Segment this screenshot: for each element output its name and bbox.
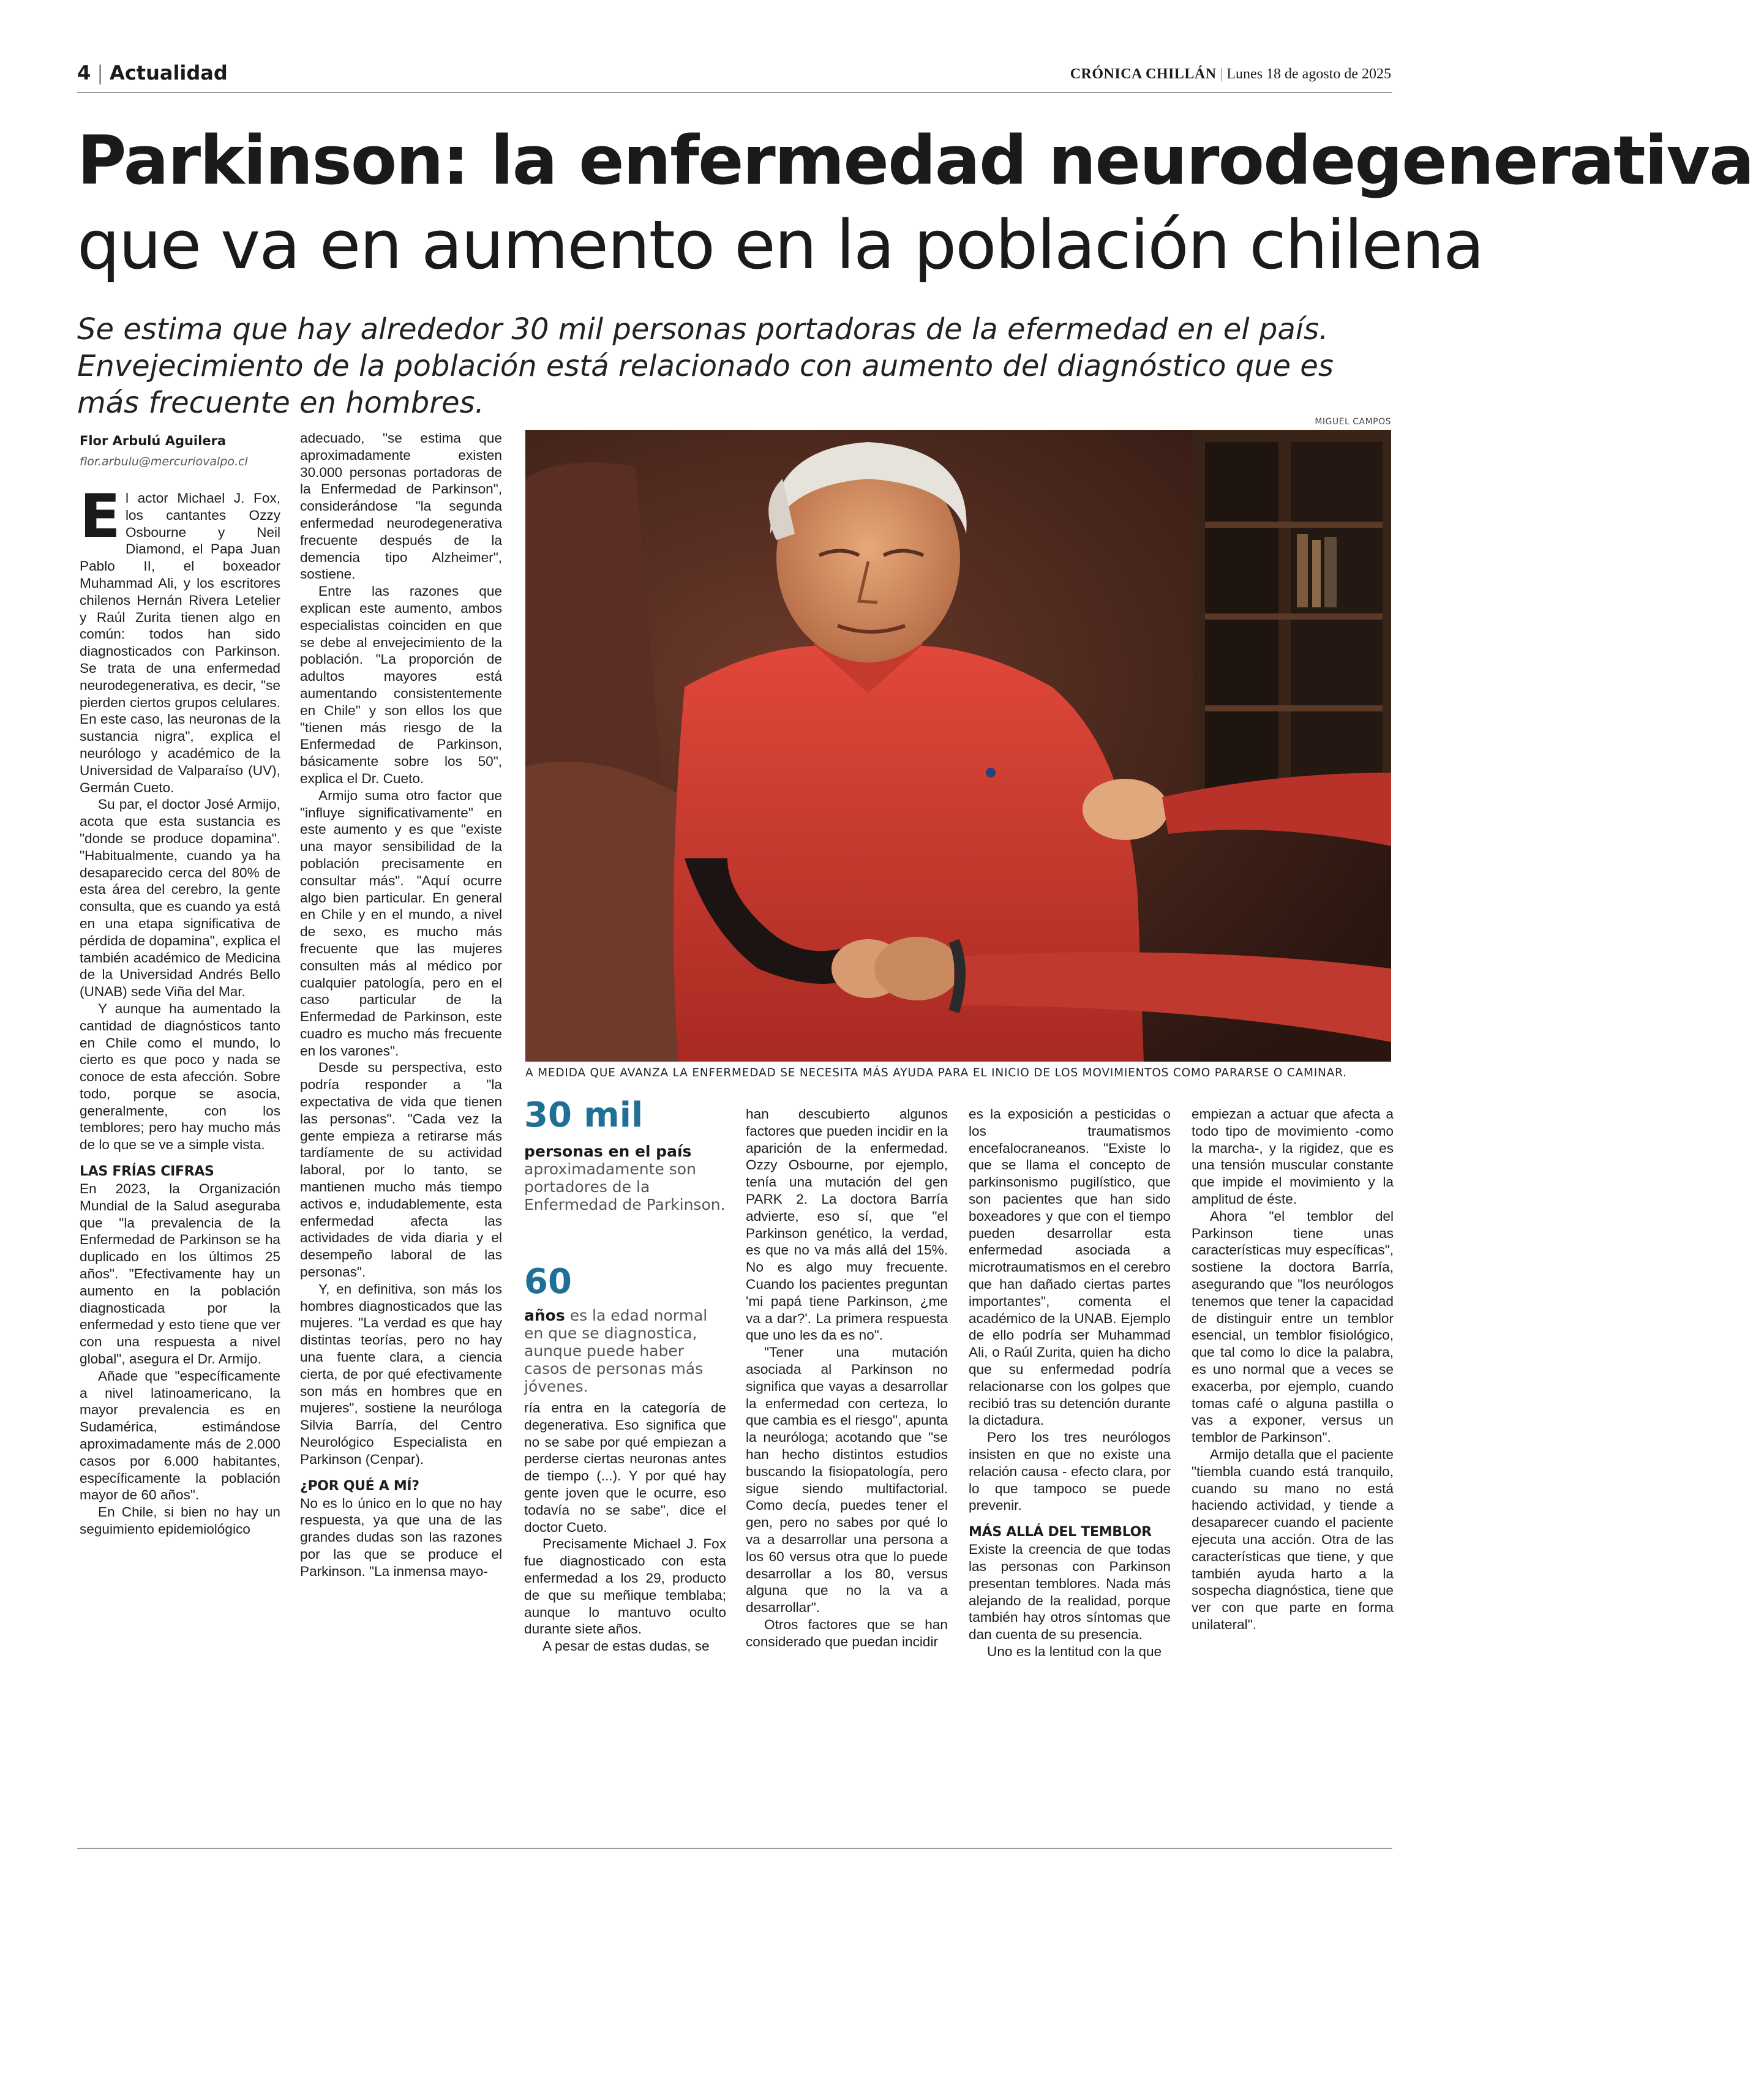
paragraph: "Tener una mutación asociada al Parkinson no significa que vayas a desarrollar la enfermedad con certeza, lo que cambia es el riesgo", apunta la neuróloga; acotando que "se han hecho distintos estudios buscando la fisiopatología, pero sigue siendo multifactorial. Como decía, puedes tener el gen, pero no sabes por qué lo va a desarrollar una persona a los 60 versus otra que lo puede desarrollar a los 80, versus alguna que no la va a desarrollar". [746,1344,948,1616]
photo-illustration [525,430,1391,1062]
paragraph: Añade que "específicamente a nivel latinoamericano, la mayor prevalencia es en Sudamérica, estimándose aproximadamente más de 2.000 casos por 6.000 habitantes, específicamente la población mayor de 60 años". [80,1368,280,1503]
stat-description [524,1142,726,1213]
stat-description [524,1307,726,1395]
paragraph: l actor Michael J. Fox, los cantantes Ozzy Osbourne y Neil Diamond, el Papa Juan Pablo II, el boxeador Muhammad Ali, y los escritores chilenos Hernán Rivera Letelier y Raúl Zurita tienen algo en común: todos han sido diagnosticados con Parkinson. Se trata de una enfermedad neurodegenerativa, es decir, "se pierden ciertos grupos celulares. En este caso, las neuronas de la sustancia nigra", explica el neurólogo y académico de la Universidad de Valparaíso (UV), Germán Cueto. [80,490,280,795]
section-subheading: LAS FRÍAS CIFRAS [80,1164,214,1180]
paragraph: Y aunque ha aumentado la cantidad de diagnósticos tanto en Chile como el mundo, lo cierto es que poco y nada se conoce de esta afección. Sobre todo, porque se asocia, generalmente, con los temblores; pero hay mucho más de lo que se ve a simple vista. [80,1000,280,1153]
photo-caption: A MEDIDA QUE AVANZA LA ENFERMEDAD SE NECESITA MÁS AYUDA PARA EL INICIO DE LOS MOVIMIENTOS COMO PARARSE O CAMINAR. [525,1067,1347,1079]
article-column-2 [300,430,502,1580]
paragraph: han descubierto algunos factores que pueden incidir en la aparición de la enfermedad. Ozzy Osbourne, por ejemplo, tenía una mutación del gen PARK 2. La doctora Barría advierte, eso sí, que "el Parkinson genético, la verdad, es que no va más allá del 15%. No es algo muy frecuente. Cuando los pacientes preguntan 'mi papá tiene Parkinson, ¿me va a dar?'. La primera respuesta que uno les da es no". [746,1106,948,1343]
paragraph: Existe la creencia de que todas las personas con Parkinson presentan temblores. Nada más alejando de la realidad, porque también hay otros síntomas que dan cuenta de su presencia. [969,1542,1171,1643]
author-email: flor.arbulu@mercuriovalpo.cl [80,455,248,468]
drop-cap: E [80,482,121,552]
stat-text: aproximadamente son portadores de la Enfermedad de Parkinson. [524,1160,726,1213]
article-column-5 [969,1106,1171,1660]
paragraph: Ahora "el temblor del Parkinson tiene unas características muy específicas", sostiene la doctora Barría, asegurando que "los neurólogos tenemos que tener la capacidad de distinguir entre un temblor esencial, un temblor fisiológico, que tal como lo dice la palabra, es uno normal que a veces se exacerba, por ejemplo, cuando tomas café o alguna pastilla o vas a exponer, versus un temblor de Parkinson". [1192,1208,1394,1446]
headline-line-1: Parkinson: la enfermedad neurodegenerativa [77,121,1753,200]
header-rule [77,92,1392,93]
paragraph: Su par, el doctor José Armijo, acota que esta sustancia es "donde se produce dopamina". "Habitualmente, cuando ya ha desaparecido cerca del 80% de esta área del cerebro, la gente consulta, que es cuando ya está en una etapa significativa de pérdida de dopamina", explica el también académico de Medicina de la Universidad Andrés Bello (UNAB) sede Viña del Mar. [80,797,280,1000]
paragraph: ría entra en la categoría de degenerativa. Eso significa que no se sabe por qué empiezan a perderse ciertas neuronas antes de tiempo (...). Y por qué hay gente joven que le ocurre, eso todavía no se sabe", dice el doctor Cueto. [524,1400,726,1535]
author-name: Flor Arbulú Aguilera [80,433,227,448]
paragraph: Desde su perspectiva, esto podría responder a "la expectativa de vida que tienen las personas". "Cada vez la gente empieza a retirarse más tardíamente de su actividad laboral, por lo tanto, se mantienen mucho más tiempo activos e, indudablemente, esta enfermedad afecta las actividades de vida diaria y el desempeño laboral de las personas". [300,1060,502,1280]
article-column-3 [524,1400,726,1655]
section-name: Actualidad [110,61,228,84]
stat-number: 60 [524,1262,572,1302]
paragraph: No es lo único en lo que no hay respuesta, ya que una de las grandes dudas son las razones por las que se produce el Parkinson. "La inmensa mayo- [300,1495,502,1579]
paragraph: Armijo detalla que el paciente "tiembla cuando está tranquilo, cuando su mano no está haciendo actividad, y tiende a desaparecer cuando el paciente ejecuta una acción. Otra de las características que tiene, y que también ayuda harto a la sospecha diagnóstica, tiene que ver con que parte en forma unilateral". [1192,1446,1394,1632]
publication-date: Lunes 18 de agosto de 2025 [1226,66,1391,82]
paragraph: A pesar de estas dudas, se [542,1638,710,1654]
stat-unit: personas en el país [524,1142,692,1160]
paragraph: empiezan a actuar que afecta a todo tipo de movimiento -como la marcha-, y la rigidez, que es una tensión muscular constante que impide el movimiento y la amplitud de éste. [1192,1106,1394,1207]
article-photo [525,430,1391,1062]
section-subheading: MÁS ALLÁ DEL TEMBLOR [969,1524,1152,1540]
article-column-1 [80,482,280,1538]
subheadline: Se estima que hay alrededor 30 mil personas portadoras de la efermedad en el país. Envejecimiento de la población está relacionado con aumento del diagnóstico que es más frecuente en hombres. [77,312,1334,420]
page-header-left [77,61,228,84]
paragraph: Pero los tres neurólogos insisten en que no existe una relación causa - efecto clara, por lo que tampoco se puede prevenir. [969,1430,1171,1513]
paragraph: En 2023, la Organización Mundial de la Salud aseguraba que "la prevalencia de la Enfermedad de Parkinson se ha duplicado en los últimos 25 años". "Efectivamente hay un aumento en la población diagnosticada por la enfermedad y esto tiene que ver con una respuesta a nivel global", asegura el Dr. Armijo. [80,1181,280,1367]
paragraph: Armijo suma otro factor que "influye significativamente" en este aumento y es que "existe una mayor sensibilidad de la población precisamente en consultar más". "Aquí ocurre algo bien particular. En general en Chile y en el mundo, a nivel de sexo, es mucho más frecuente que las mujeres consulten más al médico por cualquier patología, pero en el caso particular de la Enfermedad de Parkinson, este cuadro es mucho más frecuente en los varones". [300,787,502,1059]
article-column-6 [1192,1106,1394,1633]
section-subheading: ¿POR QUÉ A MÍ? [300,1478,419,1494]
paragraph: adecuado, "se estima que aproximadamente existen 30.000 personas portadoras de la Enfermedad de Parkinson", considerándose "la segunda enfermedad neurodegenerativa frecuente después de la demencia tipo Alzheimer", sostiene. [300,430,502,582]
stat-text: es la edad normal en que se diagnostica, aunque puede haber casos de personas más jóvenes. [524,1307,708,1395]
paragraph: En Chile, si bien no hay un seguimiento epidemiológico [80,1504,280,1537]
paragraph: Y, en definitiva, son más los hombres diagnosticados que las mujeres. "La verdad es que hay distintas teorías, pero no hay una fuente clara, a ciencia cierta, de por qué efectivamente son más en hombres que en mujeres", sostiene la neuróloga Silvia Barría, del Centro Neurológico Especialista en Parkinson (Cenpar). [300,1281,502,1467]
publication-name: CRÓNICA CHILLÁN [1070,66,1217,82]
paragraph: Otros factores que se han considerado que puedan incidir [746,1616,948,1649]
header-separator: | [97,61,104,84]
page-number: 4 [77,61,91,84]
header-separator: | [1220,66,1223,82]
headline-line-2: que va en aumento en la población chilena [77,206,1484,284]
stat-unit: años [524,1307,565,1324]
paragraph: es la exposición a pesticidas o los traumatismos encefalocraneanos. "Existe lo que se llama el concepto de parkinsonismo pugilístico, que son pacientes que han sido boxeadores y que con el tiempo pueden desarrollar esta enfermedad asociada a microtraumatismos en el cerebro que han dañado ciertas partes importantes", comenta el académico de la UNAB. Ejemplo de ello podría ser Muhammad Ali, o Raúl Zurita, quien ha dicho que su enfermedad podría relacionarse con los golpes que recibió tras su detención durante la dictadura. [969,1106,1171,1428]
paragraph: Uno es la lentitud con la que [987,1643,1162,1659]
paragraph: Precisamente Michael J. Fox fue diagnosticado con esta enfermedad a los 29, producto de que su meñique temblaba; aunque lo mantuvo oculto durante siete años. [524,1536,726,1637]
photo-credit: MIGUEL CAMPOS [1315,417,1391,427]
stat-number: 30 mil [524,1095,644,1135]
article-column-4 [746,1106,948,1651]
paragraph: Entre las razones que explican este aumento, ambos especialistas coinciden en que se debe al envejecimiento de la población. "La proporción de adultos mayores está aumentando consistentemente en Chile" y son ellos los que "tienen más riesgo de la Enfermedad de Parkinson, básicamente sobre los 50", explica el Dr. Cueto. [300,583,502,786]
page-header-right [1070,66,1391,83]
footer-rule [77,1848,1392,1849]
